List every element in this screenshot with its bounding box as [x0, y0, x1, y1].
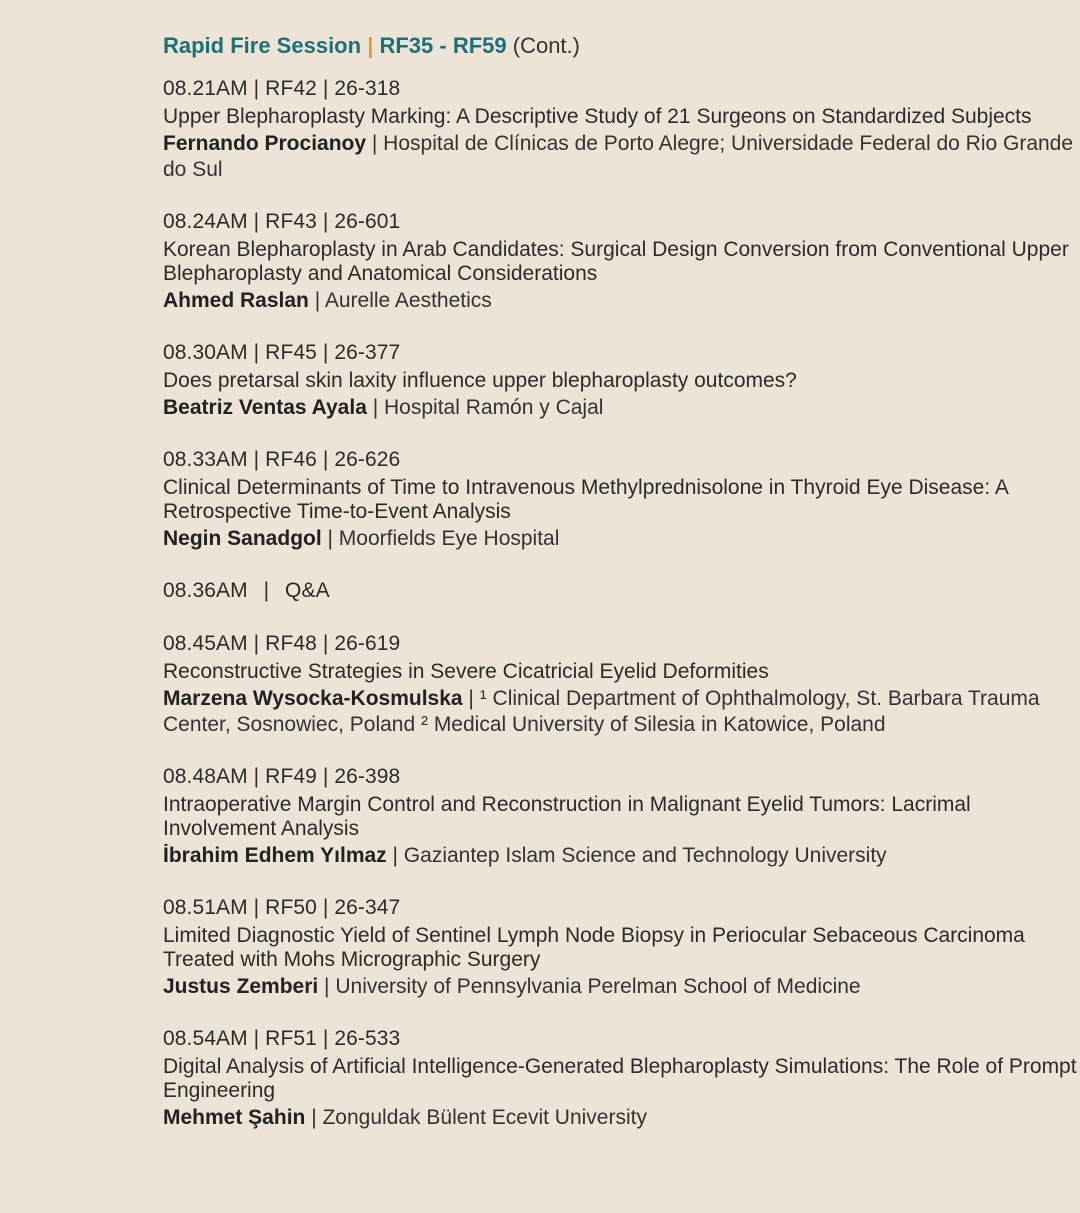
presenter-name: Negin Sanadgol — [163, 527, 322, 550]
session-header — [163, 32, 580, 60]
presenter-name: Fernando Procianoy — [163, 132, 367, 155]
entry-time-code: 08.21AM | RF42 | 26-318 — [163, 77, 401, 100]
session-continued-label: (Cont.) — [512, 33, 580, 58]
presenter-name: Ahmed Raslan — [163, 289, 309, 312]
presenter-name: Marzena Wysocka-Kosmulska — [163, 687, 463, 710]
entry-presenter — [163, 395, 1078, 421]
presenter-name: Beatriz Ventas Ayala — [163, 396, 367, 419]
entry-presenter — [163, 1105, 1078, 1131]
presenter-affiliation: | Hospital de Clínicas de Porto Alegre; Universidade Federal do Rio Grande do Sul — [163, 132, 1074, 181]
entry-time-code: 08.30AM | RF45 | 26-377 — [163, 341, 401, 364]
presenter-affiliation: | Aurelle Aesthetics — [308, 289, 492, 312]
entry-title: Upper Blepharoplasty Marking: A Descriptive Study of 21 Surgeons on Standardized Subjects — [163, 105, 1032, 128]
entry-title: Clinical Determinants of Time to Intravenous Methylprednisolone in Thyroid Eye Disease: A Retrospective Time-to-Event Analysis — [163, 476, 1008, 523]
entry-presenter — [163, 843, 1078, 869]
presenter-affiliation: | Gaziantep Islam Science and Technology University — [386, 844, 887, 867]
program-entry — [163, 894, 1078, 1000]
entry-title: Intraoperative Margin Control and Reconstruction in Malignant Eyelid Tumors: Lacrimal Involvement Analysis — [163, 793, 971, 840]
entry-title: Reconstructive Strategies in Severe Cicatricial Eyelid Deformities — [163, 660, 769, 683]
presenter-affiliation: | University of Pennsylvania Perelman School of Medicine — [318, 975, 861, 998]
entry-presenter — [163, 974, 1078, 1000]
presenter-name: Justus Zemberi — [163, 975, 319, 998]
presenter-affiliation: | Zonguldak Bülent Ecevit University — [305, 1106, 647, 1129]
entry-time-code: 08.33AM | RF46 | 26-626 — [163, 448, 401, 471]
program-entry — [163, 630, 1078, 738]
session-title: Rapid Fire Session — [163, 33, 362, 58]
program-entry — [163, 339, 1078, 421]
entry-title: Does pretarsal skin laxity influence upper blepharoplasty outcomes? — [163, 369, 797, 392]
program-entry — [163, 1025, 1078, 1131]
entry-title: Digital Analysis of Artificial Intelligence-Generated Blepharoplasty Simulations: The Role of Prompt Engineering — [163, 1055, 1077, 1102]
presenter-name: Mehmet Şahin — [163, 1106, 306, 1129]
header-separator: | — [367, 33, 374, 58]
session-code-range: RF35 - RF59 — [379, 33, 507, 58]
entry-presenter — [163, 131, 1078, 183]
entry-presenter — [163, 686, 1078, 738]
entry-title: Limited Diagnostic Yield of Sentinel Lymph Node Biopsy in Periocular Sebaceous Carcinoma Treated with Mohs Micrographic Surgery — [163, 924, 1025, 971]
entry-time-code: 08.48AM | RF49 | 26-398 — [163, 765, 401, 788]
presenter-name: İbrahim Edhem Yılmaz — [163, 844, 387, 867]
entry-time-code: 08.54AM | RF51 | 26-533 — [163, 1027, 401, 1050]
program-entry — [163, 446, 1078, 552]
presenter-affiliation: | Moorfields Eye Hospital — [321, 527, 560, 550]
entry-title: Korean Blepharoplasty in Arab Candidates: Surgical Design Conversion from Conventional Upper Blepharoplasty and Anatomical Considerations — [163, 238, 1069, 285]
program-entry — [163, 763, 1078, 869]
entry-time-code: 08.51AM | RF50 | 26-347 — [163, 896, 401, 919]
program-entry — [163, 75, 1078, 183]
presenter-affiliation: | ¹ Clinical Department of Ophthalmology, St. Barbara Trauma Center, Sosnowiec, Poland ² Medical University of Silesia in Katowice, Poland — [163, 687, 1040, 736]
presenter-affiliation: | Hospital Ramón y Cajal — [366, 396, 604, 419]
entry-time-code: 08.24AM | RF43 | 26-601 — [163, 210, 401, 233]
qa-entry — [163, 577, 1078, 605]
qa-time-label: 08.36AM | Q&A — [163, 579, 330, 602]
entry-presenter — [163, 526, 1078, 552]
entry-time-code: 08.45AM | RF48 | 26-619 — [163, 632, 401, 655]
entry-presenter — [163, 288, 1078, 314]
program-entry — [163, 208, 1078, 314]
session-entries — [163, 75, 1078, 1131]
